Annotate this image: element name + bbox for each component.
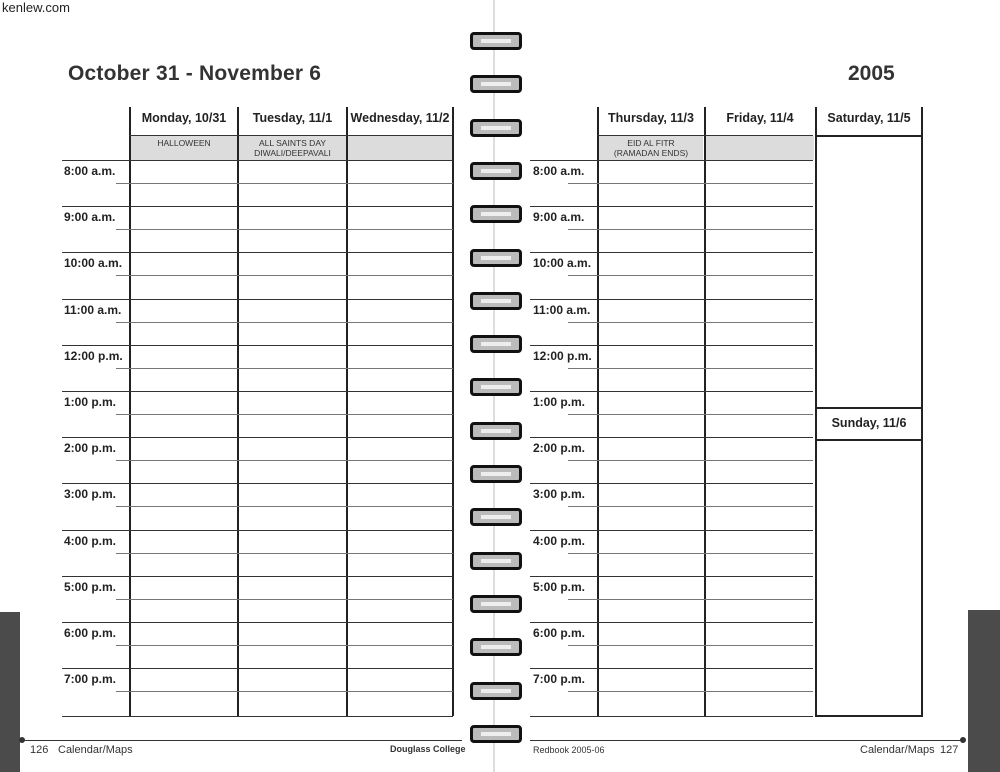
time-label: 8:00 a.m. xyxy=(533,164,585,178)
spiral-ring xyxy=(470,682,522,700)
half-hour-line xyxy=(568,414,813,415)
time-label: 11:00 a.m. xyxy=(64,302,122,317)
holiday-label xyxy=(348,136,452,160)
watermark: kenlew.com xyxy=(2,0,70,15)
column-divider xyxy=(704,107,706,716)
column-divider xyxy=(452,107,454,716)
day-header: Wednesday, 11/2 xyxy=(350,111,450,125)
spiral-ring xyxy=(470,249,522,267)
column-divider xyxy=(921,107,923,137)
spiral-binding xyxy=(462,0,528,772)
time-label: 5:00 p.m. xyxy=(64,579,117,594)
half-hour-line xyxy=(116,322,453,323)
time-label: 2:00 p.m. xyxy=(533,441,586,456)
hour-line xyxy=(62,530,453,531)
hour-line xyxy=(62,345,453,346)
spiral-ring xyxy=(470,32,522,50)
half-hour-line xyxy=(568,553,813,554)
sunday-box xyxy=(815,439,923,717)
holiday-label: EID AL FITR (RAMADAN ENDS) xyxy=(599,136,703,160)
hour-line xyxy=(62,483,453,484)
spiral-ring xyxy=(470,119,522,137)
spiral-ring xyxy=(470,378,522,396)
hour-line xyxy=(62,160,453,161)
time-label: 12:00 p.m. xyxy=(64,348,123,363)
half-hour-line xyxy=(568,645,813,646)
time-label: 8:00 a.m. xyxy=(64,164,116,178)
half-hour-line xyxy=(116,645,453,646)
week-title: October 31 - November 6 xyxy=(68,62,322,85)
hour-line xyxy=(62,622,453,623)
time-label: 10:00 a.m. xyxy=(64,256,123,271)
half-hour-line xyxy=(116,553,453,554)
footer-section-right: Calendar/Maps xyxy=(860,744,935,756)
spiral-ring xyxy=(470,292,522,310)
half-hour-line xyxy=(568,506,813,507)
spiral-ring xyxy=(470,422,522,440)
footer-dot-left xyxy=(19,737,25,743)
time-label: 10:00 a.m. xyxy=(533,256,592,271)
hour-line xyxy=(530,668,813,669)
footer-dot-right xyxy=(960,737,966,743)
time-label: 7:00 p.m. xyxy=(64,672,117,687)
half-hour-line xyxy=(116,691,453,692)
time-label: 12:00 p.m. xyxy=(533,348,592,363)
spiral-ring xyxy=(470,552,522,570)
header-underline xyxy=(129,135,453,136)
spiral-ring xyxy=(470,162,522,180)
time-label: 5:00 p.m. xyxy=(533,579,586,594)
hour-line xyxy=(530,345,813,346)
day-header: Friday, 11/4 xyxy=(726,111,794,125)
header-underline xyxy=(597,135,813,136)
hour-line xyxy=(530,299,813,300)
time-label: 6:00 p.m. xyxy=(64,626,117,640)
half-hour-line xyxy=(568,368,813,369)
hour-line xyxy=(530,622,813,623)
footer-page-number-right: 127 xyxy=(940,744,959,756)
spiral-ring xyxy=(470,465,522,483)
half-hour-line xyxy=(568,183,813,184)
saturday-box xyxy=(815,135,923,409)
hour-line xyxy=(530,206,813,207)
time-label: 3:00 p.m. xyxy=(64,487,117,502)
saturday-header: Saturday, 11/5 xyxy=(827,111,911,125)
hour-line xyxy=(530,530,813,531)
column-divider xyxy=(346,107,348,716)
footer-line-right xyxy=(530,740,962,741)
half-hour-line xyxy=(116,506,453,507)
grid-bottom-line xyxy=(62,716,453,717)
year-title: 2005 xyxy=(848,62,895,85)
footer-publisher: Douglass College xyxy=(390,744,466,754)
time-label: 9:00 a.m. xyxy=(533,210,585,225)
hour-line xyxy=(62,252,453,253)
column-divider xyxy=(815,407,817,441)
day-header: Tuesday, 11/1 xyxy=(252,111,333,125)
spiral-ring xyxy=(470,335,522,353)
half-hour-line xyxy=(568,691,813,692)
footer-section-left: Calendar/Maps xyxy=(58,744,133,756)
hour-line xyxy=(62,391,453,392)
half-hour-line xyxy=(116,368,453,369)
hour-line xyxy=(62,437,453,438)
half-hour-line xyxy=(116,599,453,600)
holiday-label xyxy=(706,136,814,160)
time-label: 3:00 p.m. xyxy=(533,487,586,502)
half-hour-line xyxy=(568,322,813,323)
hour-line xyxy=(530,391,813,392)
time-label: 9:00 a.m. xyxy=(64,210,116,225)
time-label: 7:00 p.m. xyxy=(533,672,586,687)
column-divider xyxy=(129,107,131,716)
half-hour-line xyxy=(116,414,453,415)
half-hour-line xyxy=(568,599,813,600)
page-edge-left xyxy=(0,612,20,772)
spiral-ring xyxy=(470,205,522,223)
footer-page-number-left: 126 xyxy=(30,744,49,756)
half-hour-line xyxy=(116,229,453,230)
half-hour-line xyxy=(568,229,813,230)
sunday-header: Sunday, 11/6 xyxy=(831,416,907,430)
spiral-ring xyxy=(470,638,522,656)
hour-line xyxy=(530,437,813,438)
column-divider xyxy=(815,107,817,137)
footer-book: Redbook 2005-06 xyxy=(533,745,605,755)
half-hour-line xyxy=(568,275,813,276)
time-label: 4:00 p.m. xyxy=(533,533,586,548)
holiday-label: HALLOWEEN xyxy=(131,136,237,160)
spiral-ring xyxy=(470,75,522,93)
page-edge-right xyxy=(968,610,1000,772)
holiday-label: ALL SAINTS DAY DIWALI/DEEPAVALI xyxy=(239,136,346,160)
half-hour-line xyxy=(116,275,453,276)
column-divider xyxy=(597,107,599,716)
spiral-ring xyxy=(470,725,522,743)
half-hour-line xyxy=(568,460,813,461)
footer-line-left xyxy=(22,740,462,741)
hour-line xyxy=(62,206,453,207)
half-hour-line xyxy=(116,183,453,184)
hour-line xyxy=(530,160,813,161)
time-label: 11:00 a.m. xyxy=(533,302,591,317)
grid-bottom-line xyxy=(530,716,813,717)
hour-line xyxy=(62,576,453,577)
time-label: 4:00 p.m. xyxy=(64,533,117,548)
time-label: 1:00 p.m. xyxy=(64,395,117,409)
time-label: 2:00 p.m. xyxy=(64,441,117,456)
hour-line xyxy=(530,483,813,484)
half-hour-line xyxy=(116,460,453,461)
spiral-ring xyxy=(470,595,522,613)
day-header: Thursday, 11/3 xyxy=(608,111,694,125)
time-label: 1:00 p.m. xyxy=(533,395,586,409)
hour-line xyxy=(62,299,453,300)
time-label: 6:00 p.m. xyxy=(533,626,586,640)
column-divider xyxy=(237,107,239,716)
day-header: Monday, 10/31 xyxy=(141,111,227,125)
spiral-ring xyxy=(470,508,522,526)
hour-line xyxy=(530,252,813,253)
hour-line xyxy=(62,668,453,669)
column-divider xyxy=(921,407,923,441)
hour-line xyxy=(530,576,813,577)
